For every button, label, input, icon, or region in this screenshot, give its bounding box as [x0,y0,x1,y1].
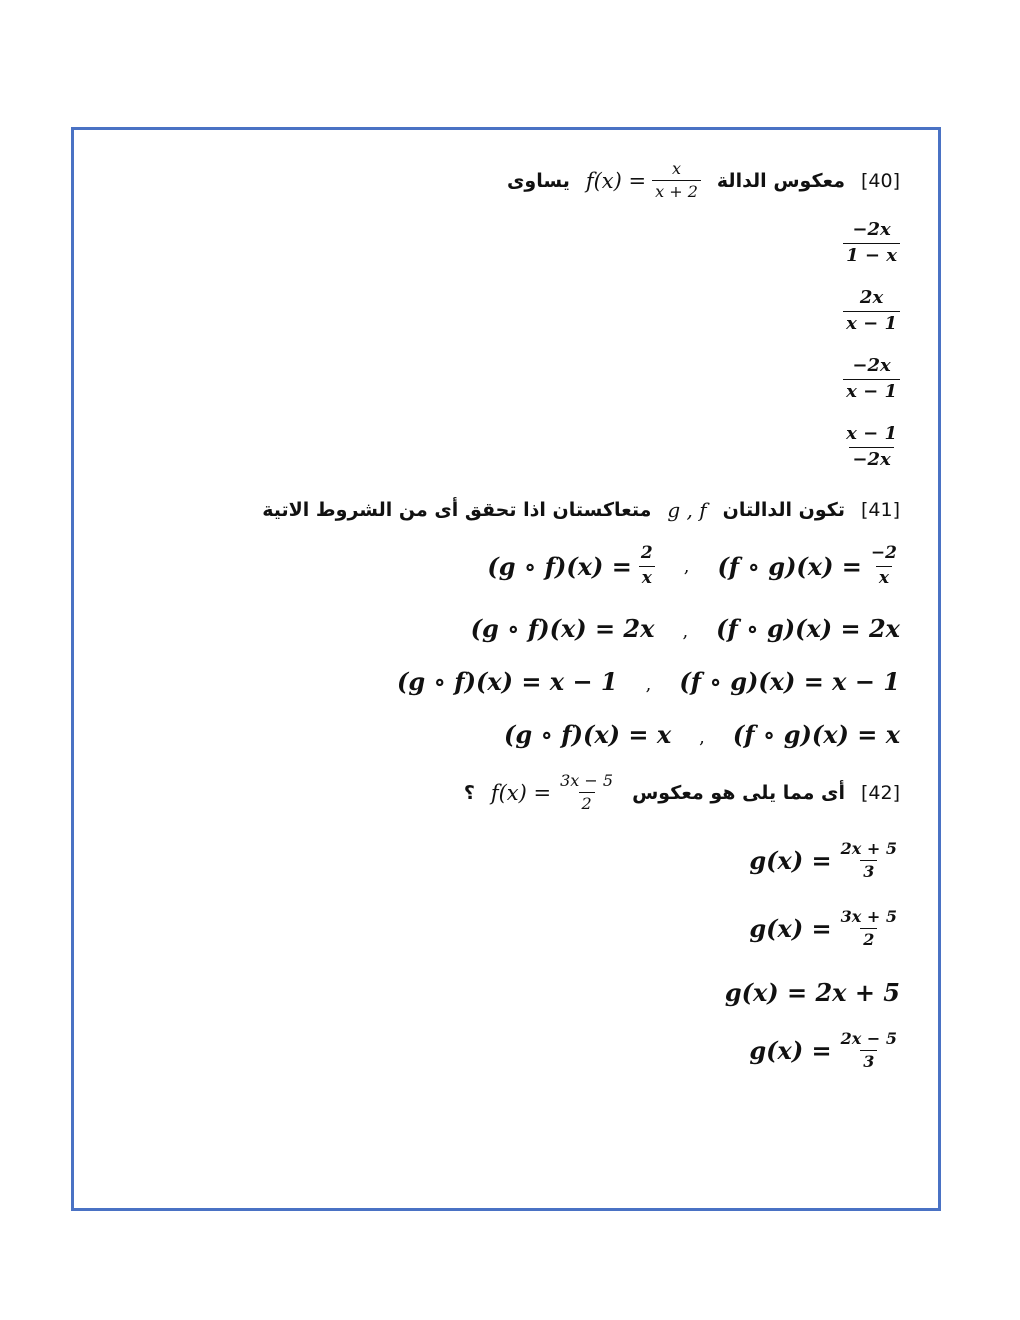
q40-option-3[interactable] [843,356,900,402]
q42-option-2[interactable] [749,908,900,950]
q40-option-1[interactable] [843,220,900,266]
q42-opt4-frac [838,1030,900,1072]
q42-func-num: 3x − 5 [560,771,614,790]
q41-opt2-right: (f ∘ g)(x) = 2x [716,614,900,643]
q40-func-num: x [672,159,682,178]
q42-option-1[interactable] [749,840,900,882]
q42-opt2-num: 3x + 5 [840,907,897,926]
q40-opt1-den: 1 − x [843,243,900,267]
q42-opt1-num: 2x + 5 [840,839,897,858]
q42-option-4[interactable] [749,1030,900,1072]
q40-opt2-den: x − 1 [843,311,900,335]
q42-opt1-lhs: g(x) = [749,846,832,876]
q42-opt1-den: 3 [860,860,877,881]
q41-text-before: تكون الدالتان [722,499,845,521]
q42-text-before: أى مما يلى هو معكوس [632,781,845,804]
q42-opt2-frac [838,908,900,950]
q42-number: [42] [860,781,900,804]
q40-func-den: x + 2 [652,180,701,201]
q41-opt1-right-num: −2 [870,543,897,563]
q42-qmark: ؟ [463,781,475,804]
q40-opt1-num: −2x [852,219,891,240]
question-40 [507,160,900,202]
q40-opt3-den: x − 1 [843,379,900,403]
q41-opt1-left-lhs: (g ∘ f)(x) = [487,551,632,581]
q41-text-after: متعاكستان اذا تحقق أى من الشروط الاتية [262,499,652,521]
q40-function [586,160,701,202]
q42-opt2-den: 2 [860,928,877,949]
q41-opt1-left-num: 2 [640,543,653,563]
q42-opt2-lhs: g(x) = [749,914,832,944]
q41-opt1-left-den: x [639,566,655,589]
q41-opt3-left: (g ∘ f)(x) = x − 1 [396,667,618,696]
q42-opt4-num: 2x − 5 [840,1029,897,1048]
q41-opt4-sep: , [699,727,705,748]
q41-opt3-right: (f ∘ g)(x) = x − 1 [679,667,900,696]
q40-opt4-den: −2x [849,447,893,471]
q41-opt4-right: (f ∘ g)(x) = x [732,720,900,749]
q41-opt1-sep: , [683,555,690,577]
question-42 [464,772,900,814]
q41-option-2[interactable] [471,614,900,643]
q40-func-lhs: f(x) = [585,168,647,193]
q41-opt1-right-lhs: (f ∘ g)(x) = [717,551,862,581]
q41-opt1-right [717,544,900,588]
question-41 [262,498,900,522]
q41-opt2-left: (g ∘ f)(x) = 2x [470,614,655,643]
q41-opt1-right-frac [868,544,900,588]
q42-func-den: 2 [579,792,595,813]
q40-option-2[interactable] [843,288,900,334]
q40-option-4[interactable] [843,424,900,470]
q40-text-after: يساوى [507,169,570,192]
q41-opt1-left-frac [638,544,656,588]
q42-opt3-lhs: g(x) = 2x + 5 [724,978,900,1007]
q42-function [491,772,616,814]
q41-funcs: g , f [667,498,707,522]
q41-option-3[interactable] [397,667,900,696]
q41-number: [41] [860,499,900,521]
q41-opt4-left: (g ∘ f)(x) = x [504,720,672,749]
q40-text-before: معكوس الدالة [716,169,845,192]
q42-opt4-den: 3 [860,1050,877,1071]
q41-option-1[interactable] [487,544,900,588]
q40-func-fraction [652,160,701,202]
q42-func-lhs: f(x) = [490,780,552,805]
q41-opt1-right-den: x [876,566,892,589]
q40-opt3-num: −2x [852,355,891,376]
q41-opt3-sep: , [645,674,652,695]
q40-opt4-num: x − 1 [846,423,897,444]
q40-number: [40] [860,169,900,192]
q41-opt1-left [487,544,655,588]
q41-option-4[interactable] [504,720,900,749]
q40-opt2-num: 2x [859,287,884,308]
q42-option-3[interactable] [725,978,900,1007]
q42-func-fraction [557,772,616,814]
q42-opt1-frac [838,840,900,882]
q42-opt4-lhs: g(x) = [749,1036,832,1066]
q41-opt2-sep: , [682,621,689,642]
